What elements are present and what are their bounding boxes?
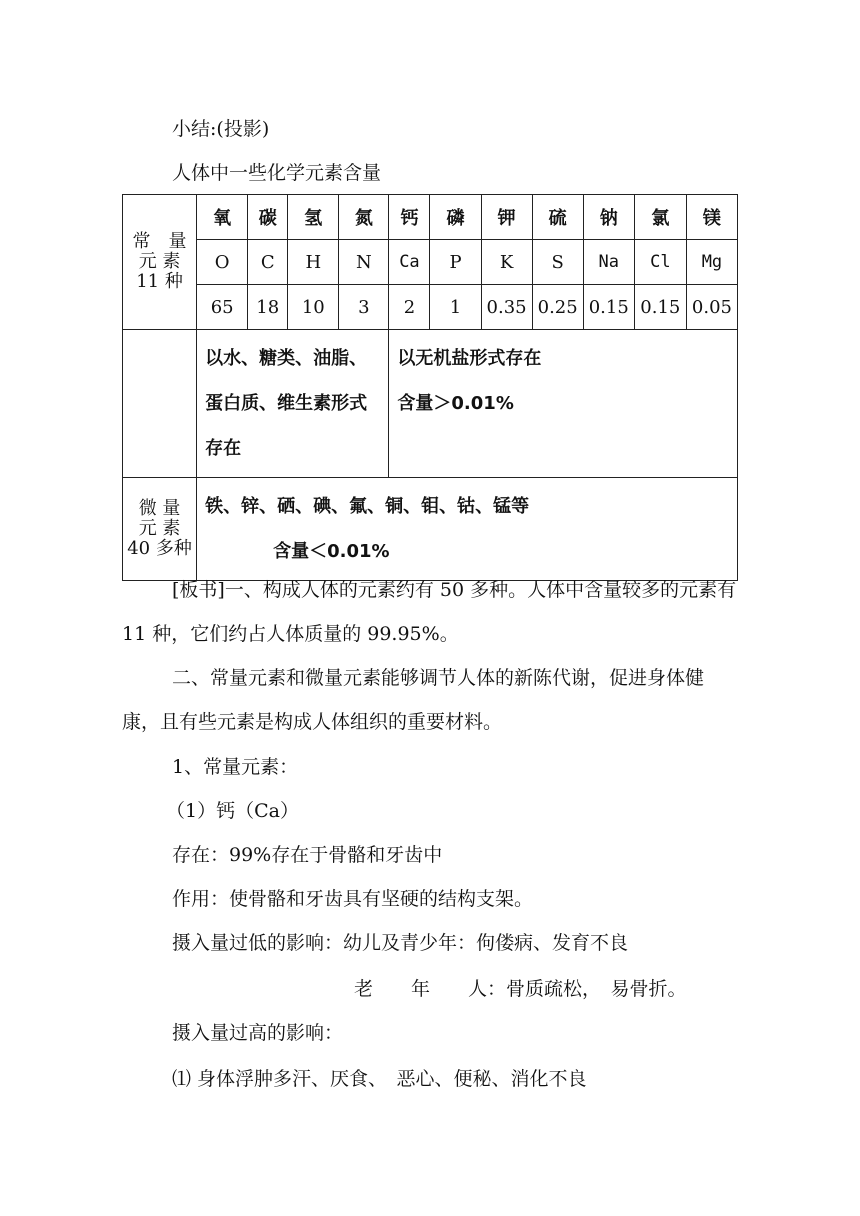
text-function: 作用：使骨骼和牙齿具有坚硬的结构支架。 — [172, 888, 534, 910]
major-label-line: 元 素 — [138, 251, 181, 272]
element-content-table — [122, 194, 738, 581]
element-symbol-cell: K — [481, 240, 532, 285]
paragraph-board-notes: [板书]一、构成人体的元素约有 50 多种。人体中含量较多的元素有 11 种，它们约占人体质量的 99.95%。 — [122, 579, 737, 645]
major-elements-label — [123, 195, 197, 330]
trace-label-line: 微 量 — [138, 498, 181, 519]
element-content-cell: 3 — [339, 285, 389, 330]
trace-elements-cell — [197, 478, 738, 581]
element-name-cell: 碳 — [248, 195, 288, 240]
element-name-cell: 氢 — [288, 195, 339, 240]
heading-major-elements: 1、常量元素： — [172, 756, 299, 778]
element-symbol-cell: S — [532, 240, 583, 285]
element-content-cell: 0.15 — [634, 285, 686, 330]
element-content-cell: 0.25 — [532, 285, 583, 330]
heading-calcium: （1）钙（Ca） — [166, 800, 299, 822]
inorganic-form-line: 以无机盐形式存在 — [397, 348, 542, 369]
element-name-cell: 氧 — [197, 195, 248, 240]
paragraph-regulation: 二、常量元素和微量元素能够调节人体的新陈代谢，促进身体健康，且有些元素是构成人体组织的重要材料。 — [122, 667, 705, 733]
element-symbol-cell: P — [430, 240, 481, 285]
element-content-cell: 1 — [430, 285, 481, 330]
element-content-cell: 0.15 — [583, 285, 634, 330]
element-name-cell: 硫 — [532, 195, 583, 240]
element-content-cell: 18 — [248, 285, 288, 330]
element-symbol-cell: Mg — [686, 240, 737, 285]
element-symbol-cell: Ca — [389, 240, 430, 285]
element-name-cell: 磷 — [430, 195, 481, 240]
element-symbol-cell: Cl — [634, 240, 686, 285]
text-existence: 存在：99%存在于骨骼和牙齿中 — [172, 844, 443, 866]
element-name-cell: 镁 — [686, 195, 737, 240]
major-label-line: 11 种 — [136, 271, 183, 292]
element-symbol-cell: O — [197, 240, 248, 285]
organic-form-line: 蛋白质、维生素形式 — [205, 393, 368, 414]
element-content-cell: 0.05 — [686, 285, 737, 330]
element-symbol-cell: N — [339, 240, 389, 285]
trace-content: 含量＜0.01% — [273, 541, 390, 562]
empty-label-cell — [123, 330, 197, 478]
inorganic-form-line: 含量＞0.01% — [397, 393, 514, 414]
table-title: 人体中一些化学元素含量 — [172, 162, 382, 184]
text-high-intake-item-1: ⑴ 身体浮肿多汗、厌食、 恶心、便秘、消化不良 — [172, 1068, 587, 1090]
element-name-cell: 钙 — [389, 195, 430, 240]
major-label-line: 常 量 — [132, 231, 187, 252]
organic-form-line: 以水、糖类、油脂、 — [205, 348, 368, 369]
element-content-cell: 10 — [288, 285, 339, 330]
element-content-cell: 65 — [197, 285, 248, 330]
element-content-cell: 0.35 — [481, 285, 532, 330]
inorganic-form-cell — [389, 330, 738, 478]
text-high-intake: 摄入量过高的影响： — [172, 1022, 344, 1044]
element-symbol-cell: Na — [583, 240, 634, 285]
text-low-intake: 摄入量过低的影响：幼儿及青少年：佝偻病、发育不良 — [172, 932, 629, 954]
trace-label-line: 元 素 — [138, 518, 181, 539]
organic-form-cell — [197, 330, 389, 478]
element-content-cell: 2 — [389, 285, 430, 330]
element-name-cell: 氯 — [634, 195, 686, 240]
summary-label: 小结:(投影) — [172, 118, 270, 140]
organic-form-line: 存在 — [205, 438, 242, 459]
element-name-cell: 钾 — [481, 195, 532, 240]
element-symbol-cell: H — [288, 240, 339, 285]
element-symbol-cell: C — [248, 240, 288, 285]
element-name-cell: 钠 — [583, 195, 634, 240]
trace-label-line: 40 多种 — [127, 538, 192, 559]
text-low-intake-elderly: 老 年 人：骨质疏松， 易骨折。 — [354, 978, 687, 1000]
element-name-cell: 氮 — [339, 195, 389, 240]
trace-elements-list: 铁、锌、硒、碘、氟、铜、钼、钴、锰等 — [205, 496, 530, 517]
trace-elements-label — [123, 478, 197, 581]
